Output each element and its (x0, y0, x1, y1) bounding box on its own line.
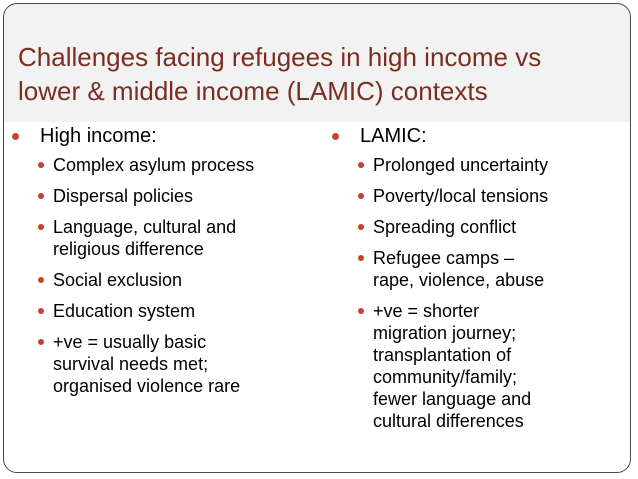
list-item-label: +ve = shorter migration journey; transplantation of community/family; fewer language and cultural differences (373, 301, 532, 431)
list-item (349, 185, 628, 207)
list-item (349, 300, 628, 432)
slide-title-line-2: lower & middle income (LAMIC) contexts (18, 76, 488, 106)
list-item-label: Complex asylum process (53, 155, 255, 175)
list-item-label: Poverty/local tensions (373, 186, 549, 206)
bullet-icon (358, 224, 364, 230)
high-income-heading (8, 124, 308, 397)
bullet-icon (38, 339, 44, 345)
list-item-label: +ve = usually basic survival needs met; organised violence rare (53, 332, 241, 396)
lamic-column (328, 124, 628, 441)
bullet-icon (12, 133, 19, 140)
list-item-label: Education system (53, 301, 196, 321)
lamic-heading (328, 124, 628, 432)
bullet-icon (358, 193, 364, 199)
list-item (29, 154, 308, 176)
slide-title (18, 40, 618, 108)
bullet-icon (38, 308, 44, 314)
list-item-label: Refugee camps – rape, violence, abuse (373, 248, 545, 290)
list-item (349, 154, 628, 176)
list-item (29, 216, 308, 260)
list-item (29, 185, 308, 207)
list-item (29, 331, 308, 397)
bullet-icon (38, 193, 44, 199)
list-item-label: Language, cultural and religious difference (53, 217, 237, 259)
bullet-icon (358, 255, 364, 261)
bullet-icon (358, 308, 364, 314)
list-item (349, 247, 628, 291)
bullet-icon (332, 133, 339, 140)
list-item (349, 216, 628, 238)
slide-title-line-1: Challenges facing refugees in high income vs (18, 42, 542, 72)
list-item-label: Prolonged uncertainty (373, 155, 549, 175)
bullet-icon (38, 277, 44, 283)
high-income-list (40, 154, 308, 397)
lamic-heading-label: LAMIC: (360, 125, 427, 147)
list-item (29, 300, 308, 322)
list-item (29, 269, 308, 291)
high-income-column (8, 124, 308, 406)
list-item-label: Social exclusion (53, 270, 183, 290)
bullet-icon (38, 224, 44, 230)
bullet-icon (38, 162, 44, 168)
list-item-label: Dispersal policies (53, 186, 194, 206)
lamic-list (360, 154, 628, 432)
high-income-heading-label: High income: (40, 125, 157, 147)
bullet-icon (358, 162, 364, 168)
list-item-label: Spreading conflict (373, 217, 517, 237)
